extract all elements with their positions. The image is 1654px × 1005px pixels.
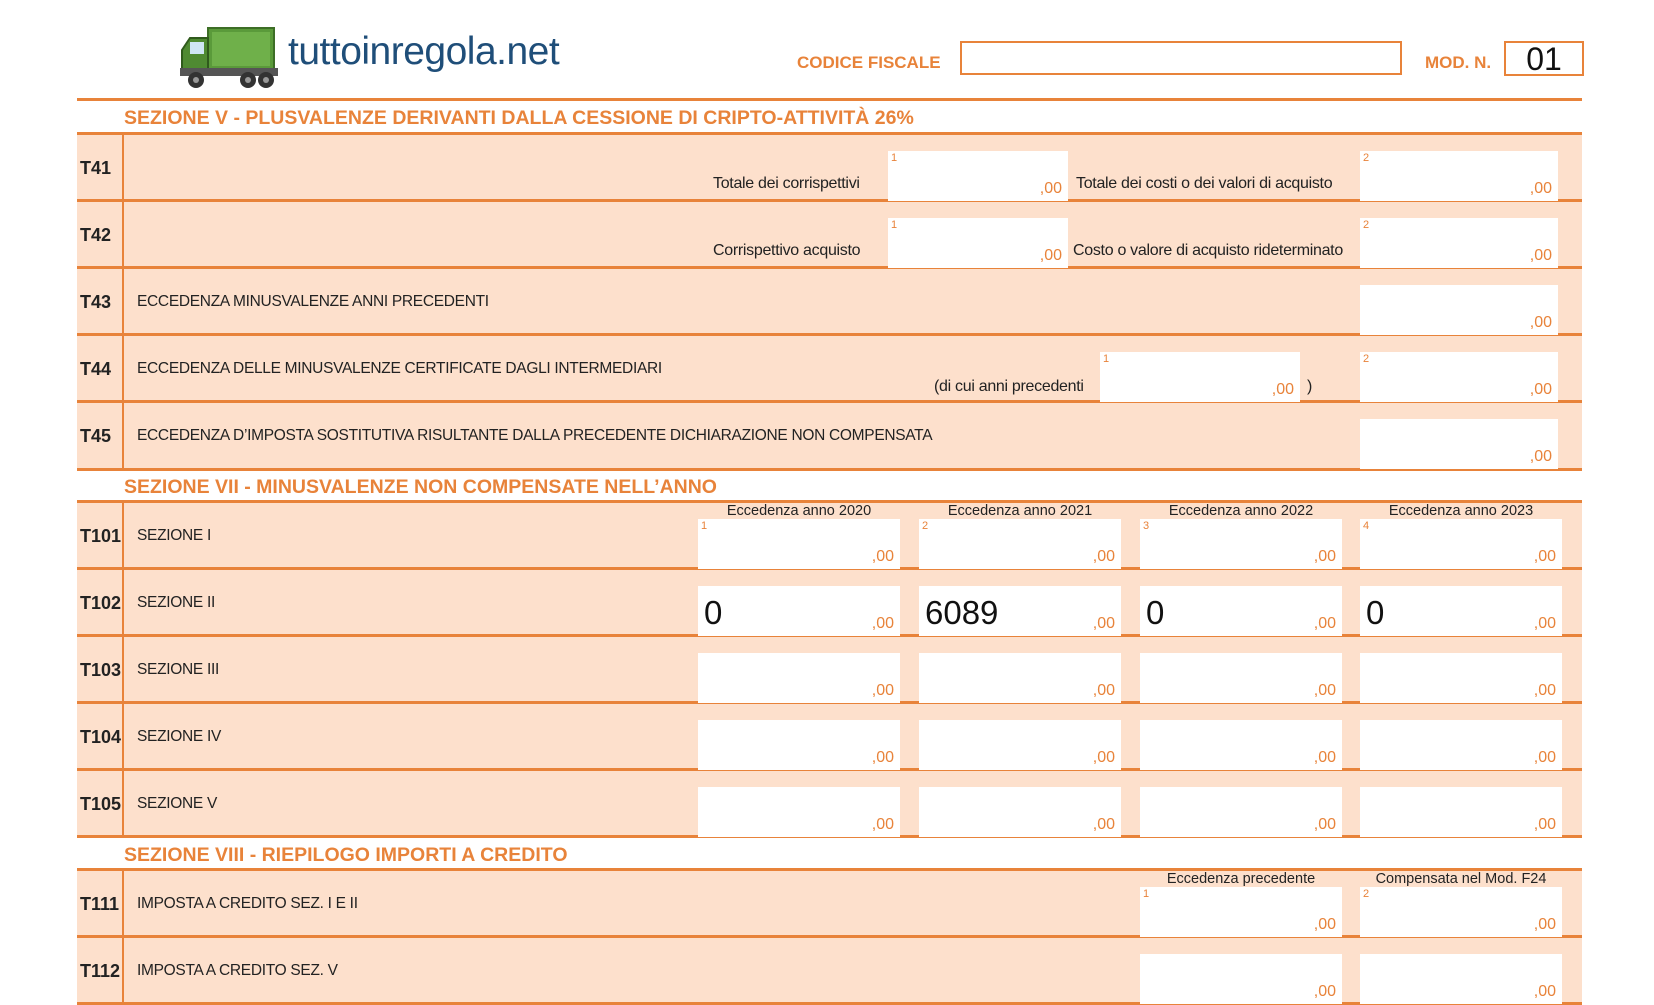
t111-col2-input[interactable]: 2 ,00 — [1360, 887, 1562, 937]
section-v-title: SEZIONE V - PLUSVALENZE DERIVANTI DALLA CESSIONE DI CRIPTO-ATTIVITÀ 26% — [124, 107, 914, 129]
section-divider — [77, 98, 1582, 101]
row-t111 — [77, 871, 1582, 938]
codice-fiscale-label: CODICE FISCALE — [797, 53, 941, 72]
row-t44 — [77, 336, 1582, 403]
row-t101 — [77, 503, 1582, 570]
row-code: T104 — [80, 727, 122, 747]
row-description: SEZIONE IV — [137, 728, 221, 745]
column-header: Eccedenza anno 2022 — [1168, 503, 1314, 519]
t43-input[interactable]: ,00 — [1360, 285, 1558, 335]
t101-col4-input[interactable]: 4 ,00 — [1360, 519, 1562, 569]
t44-1-input[interactable]: 1 ,00 — [1100, 352, 1300, 402]
column-header: Eccedenza anno 2021 — [947, 503, 1093, 519]
logo-text: tuttoinregola.net — [288, 30, 560, 73]
t105-col4-input[interactable]: ,00 — [1360, 787, 1562, 837]
t41-1-input[interactable]: 1 ,00 — [888, 151, 1068, 201]
t103-col3-input[interactable]: ,00 — [1140, 653, 1342, 703]
t111-col1-input[interactable]: 1 ,00 — [1140, 887, 1342, 937]
t102-col1-input[interactable]: 0 ,00 — [698, 586, 900, 636]
column-header: Eccedenza precedente — [1166, 871, 1316, 887]
t103-col4-input[interactable]: ,00 — [1360, 653, 1562, 703]
row-code: T41 — [80, 158, 112, 178]
row-t43 — [77, 269, 1582, 336]
t112-col2-input[interactable]: ,00 — [1360, 954, 1562, 1004]
truck-logo-icon — [178, 24, 284, 90]
row-description: IMPOSTA A CREDITO SEZ. I E II — [137, 895, 358, 912]
row-code: T45 — [80, 426, 112, 446]
column-header: Eccedenza anno 2020 — [726, 503, 872, 519]
t102-col4-input[interactable]: 0 ,00 — [1360, 586, 1562, 636]
field-value: 0 — [704, 594, 723, 631]
t104-col3-input[interactable]: ,00 — [1140, 720, 1342, 770]
row-description: ECCEDENZA MINUSVALENZE ANNI PRECEDENTI — [137, 293, 489, 310]
row-description: ECCEDENZA DELLE MINUSVALENZE CERTIFICATE DAGLI INTERMEDIARI — [137, 360, 662, 377]
row-code: T103 — [80, 660, 122, 680]
mod-number-input[interactable]: 01 — [1504, 41, 1584, 76]
row-description: IMPOSTA A CREDITO SEZ. V — [137, 962, 338, 979]
row-code: T43 — [80, 292, 112, 312]
row-code: T101 — [80, 526, 122, 546]
row-t103 — [77, 637, 1582, 704]
codice-fiscale-input[interactable] — [960, 41, 1402, 75]
field-value: 0 — [1366, 594, 1385, 631]
row-t42 — [77, 202, 1582, 269]
row-description: SEZIONE II — [137, 594, 215, 611]
mod-number-label: MOD. N. — [1425, 53, 1492, 72]
row-code: T44 — [80, 359, 112, 379]
t103-col2-input[interactable]: ,00 — [919, 653, 1121, 703]
row-description: SEZIONE III — [137, 661, 219, 678]
row-t112 — [77, 938, 1582, 1005]
t104-col1-input[interactable]: ,00 — [698, 720, 900, 770]
t104-col2-input[interactable]: ,00 — [919, 720, 1121, 770]
field-value: 6089 — [925, 594, 999, 631]
row-t41 — [77, 135, 1582, 202]
t105-col2-input[interactable]: ,00 — [919, 787, 1121, 837]
t104-col4-input[interactable]: ,00 — [1360, 720, 1562, 770]
t102-col2-input[interactable]: 6089 ,00 — [919, 586, 1121, 636]
row-description: ECCEDENZA D’IMPOSTA SOSTITUTIVA RISULTANTE DALLA PRECEDENTE DICHIARAZIONE NON COMPENSATA — [137, 427, 933, 444]
row-code: T111 — [80, 894, 120, 914]
field-label: Corrispettivo acquisto — [713, 242, 861, 259]
t103-col1-input[interactable]: ,00 — [698, 653, 900, 703]
t41-2-input[interactable]: 2 ,00 — [1360, 151, 1558, 201]
t44-2-input[interactable]: 2 ,00 — [1360, 352, 1558, 402]
row-code: T105 — [80, 794, 122, 814]
field-value: 0 — [1146, 594, 1165, 631]
t112-col1-input[interactable]: ,00 — [1140, 954, 1342, 1004]
row-description: SEZIONE V — [137, 795, 217, 812]
row-t45 — [77, 403, 1582, 471]
column-header: Compensata nel Mod. F24 — [1375, 871, 1547, 887]
row-code: T102 — [80, 593, 122, 613]
row-code: T112 — [80, 961, 121, 981]
row-t102 — [77, 570, 1582, 637]
t101-col3-input[interactable]: 3 ,00 — [1140, 519, 1342, 569]
t101-col1-input[interactable]: 1 ,00 — [698, 519, 900, 569]
t42-2-input[interactable]: 2 ,00 — [1360, 218, 1558, 268]
row-description: SEZIONE I — [137, 527, 211, 544]
row-t104 — [77, 704, 1582, 771]
field-label: Costo o valore di acquisto rideterminato — [1073, 242, 1343, 259]
field-label: (di cui anni precedenti — [934, 378, 1084, 395]
section-vii-title: SEZIONE VII - MINUSVALENZE NON COMPENSATE NELL’ANNO — [124, 476, 717, 498]
field-label: Totale dei corrispettivi — [713, 175, 860, 192]
t105-col1-input[interactable]: ,00 — [698, 787, 900, 837]
row-t105 — [77, 771, 1582, 838]
t42-1-input[interactable]: 1 ,00 — [888, 218, 1068, 268]
t105-col3-input[interactable]: ,00 — [1140, 787, 1342, 837]
close-paren: ) — [1307, 378, 1313, 395]
field-label: Totale dei costi o dei valori di acquisto — [1076, 175, 1333, 192]
t101-col2-input[interactable]: 2 ,00 — [919, 519, 1121, 569]
row-code: T42 — [80, 225, 112, 245]
column-header: Eccedenza anno 2023 — [1388, 503, 1534, 519]
t102-col3-input[interactable]: 0 ,00 — [1140, 586, 1342, 636]
t45-input[interactable]: ,00 — [1360, 419, 1558, 469]
section-viii-title: SEZIONE VIII - RIEPILOGO IMPORTI A CREDITO — [124, 844, 568, 866]
